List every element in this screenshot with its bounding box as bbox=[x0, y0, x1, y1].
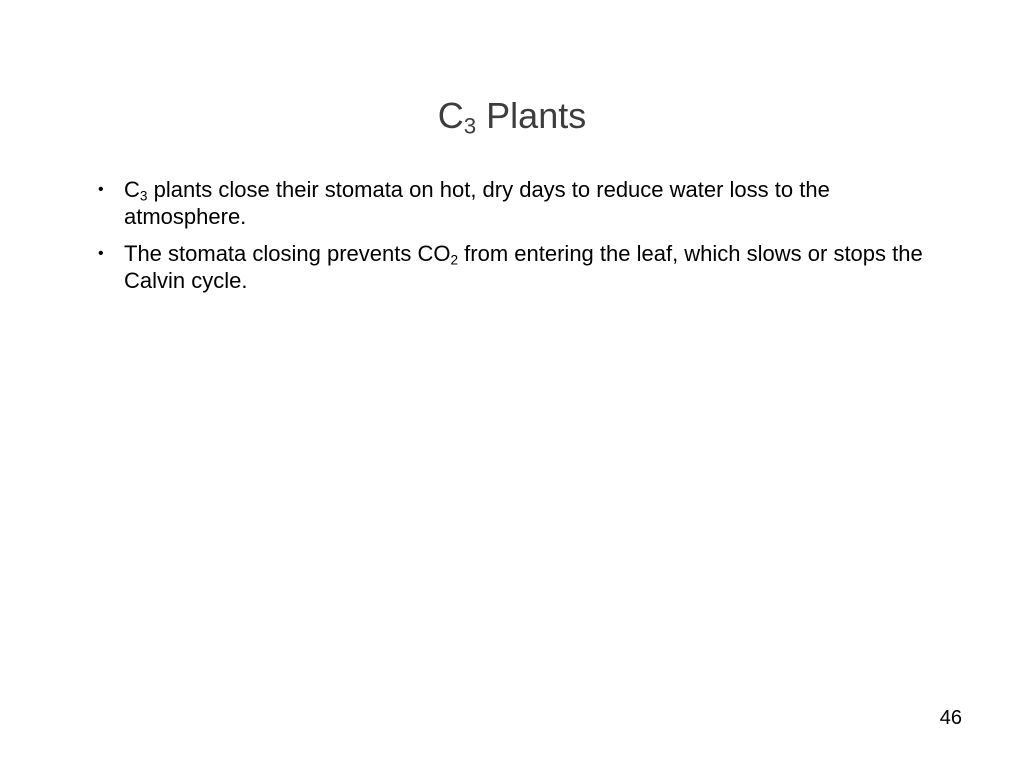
title-subscript: 3 bbox=[463, 113, 477, 139]
page-number: 46 bbox=[939, 707, 962, 729]
slide-title bbox=[0, 92, 1024, 140]
bullet-text-part: from entering the leaf, which slows or stops the Calvin cycle. bbox=[124, 241, 923, 293]
bullet-subscript: 2 bbox=[450, 252, 459, 268]
bullet-text bbox=[124, 241, 923, 293]
bullet-item bbox=[98, 240, 928, 294]
bullet-text-part: The stomata closing prevents CO bbox=[124, 241, 451, 266]
title-main: C bbox=[437, 95, 464, 136]
bullet-marker: • bbox=[98, 181, 104, 198]
bullet-marker: • bbox=[98, 245, 104, 262]
bullet-list bbox=[98, 176, 928, 304]
bullet-item bbox=[98, 176, 928, 230]
bullet-text-part: plants close their stomata on hot, dry days to reduce water loss to the atmosphere. bbox=[124, 177, 830, 229]
title-rest: Plants bbox=[476, 95, 587, 136]
bullet-text bbox=[124, 177, 830, 229]
bullet-text-part: C bbox=[124, 177, 140, 202]
bullet-subscript: 3 bbox=[139, 188, 148, 204]
